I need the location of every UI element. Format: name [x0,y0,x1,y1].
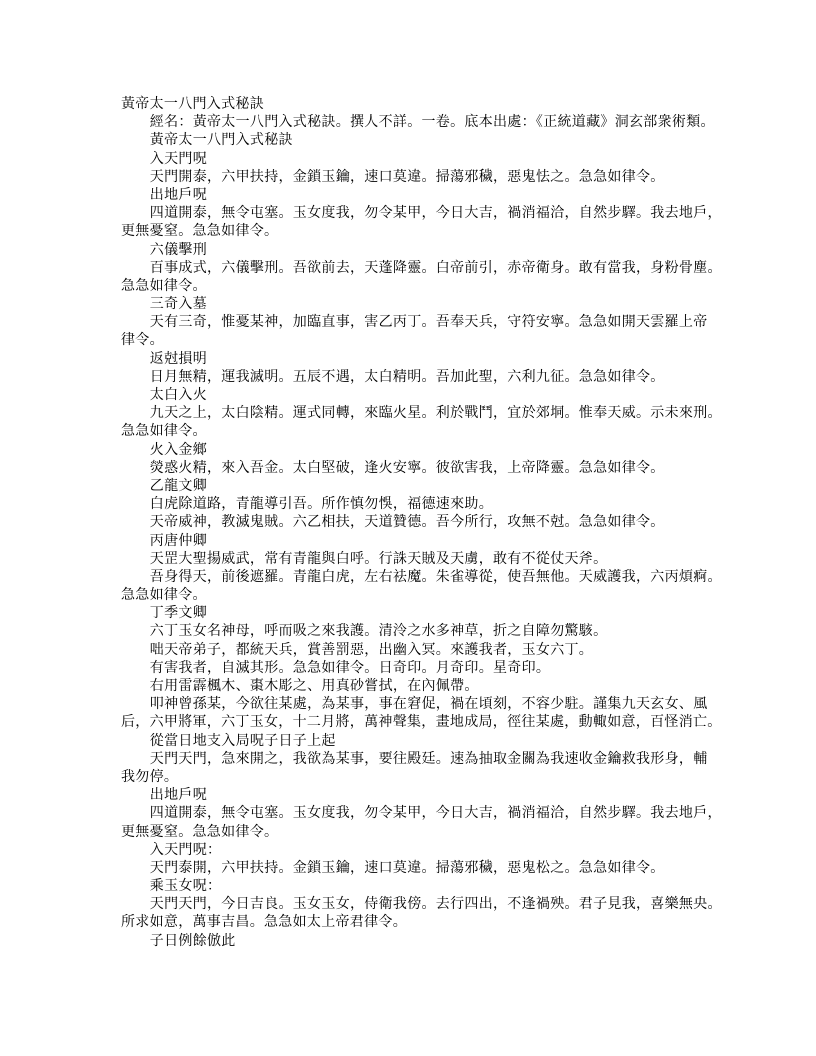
text-line: 天帝威神，教滅鬼賊。六乙相扶，天道贊德。吾今所行，攻無不尅。急急如律令。 [149,514,665,531]
text-line: 白虎除道路，青龍導引吾。所作慎勿悞，福德速來助。 [149,496,493,513]
text-line: 乘玉女呪： [149,878,222,895]
text-line: 四道開泰，無令屯塞。玉女度我，勿令某甲，今日大吉，禍消福洽，自然步驛。我去地戶， [149,205,722,222]
text-line: 日月無精，運我滅明。五辰不遇，太白精明。吾加此聖，六利九征。急急如律令。 [149,368,665,385]
text-line: 火入金鄉 [149,441,207,458]
text-line: 熒惑火精，來入吾金。太白堅破，逢火安寧。彼欲害我，上帝降靈。急急如律令。 [149,459,665,476]
text-line: 有害我者，自滅其形。急急如律令。日奇印。月奇印。星奇印。 [149,659,551,676]
text-line: 入天門呪： [149,841,222,858]
text-line: 九天之上，太白陰精。運式同轉，來臨火星。利於戰鬥，宜於郊垌。惟奉天威。示未來刑。 [149,405,722,422]
text-line: 急急如律令。 [121,423,207,440]
text-line: 乙龍文卿 [149,477,207,494]
text-line: 我勿停。 [121,768,179,785]
document-title: 黃帝太一八門入式秘訣 [121,96,264,112]
text-line: 出地戶呪 [149,186,207,203]
text-line: 更無憂窒。急急如律令。 [121,223,279,240]
text-line: 百事成式，六儀擊刑。吾欲前去，天蓬降靈。白帝前引，赤帝衛身。敢有當我，身粉骨塵。 [149,259,722,276]
text-line: 天門天門，今日吉良。玉女玉女，侍衛我傍。去行四出，不逢禍殃。君子見我，喜樂無央。 [149,896,722,913]
text-line: 丁季文卿 [149,605,207,622]
text-line: 三奇入墓 [149,296,207,313]
text-line: 右用雷霹楓木、棗木彫之、用真砂嘗拭，在內佩帶。 [149,678,479,694]
text-line: 咄天帝弟子，都統天兵，賞善罰惡，出幽入冥。來護我者，玉女六丁。 [149,641,594,658]
text-line: 入天門呪 [149,150,207,167]
text-line: 六丁玉女名神母，呼而吸之來我護。清泠之水多神草，折之自障勿驚駭。 [149,623,608,640]
text-line: 返尅損明 [149,350,207,367]
text-line: 六儀擊刑 [149,241,207,258]
document-page [121,95,722,950]
text-line: 經名：黃帝太一八門入式秘訣。撰人不詳。一卷。底本出處：《正統道藏》洞玄部衆術類。 [149,114,715,131]
text-line: 天門天門，急來開之，我欲為某事，要往殿廷。速為抽取金關為我速收金鑰救我形身，輔 [149,750,708,767]
text-line: 太白入火 [149,387,207,403]
text-line: 更無憂窒。急急如律令。 [121,823,279,840]
text-line: 黃帝太一八門入式秘訣 [149,132,293,149]
text-line: 四道開泰，無令屯塞。玉女度我，勿令某甲，今日大吉，禍消福洽，自然步驛。我去地戶， [149,805,722,822]
text-line: 后，六甲將軍，六丁玉女，十二月將，萬神聲集，畫地成局，徑往某處，動輙如意，百怪消亡。 [121,714,722,731]
text-line: 急急如律令。 [121,587,207,604]
text-line: 天罡大聖揚威武，常有青龍與白呼。行誅天賊及天虜，敢有不從仗天斧。 [149,550,608,567]
text-line: 從當日地支入局呪子日子上起 [149,732,336,749]
text-line: 叩神曾孫某，今欲往某處，為某事，事在窘促，禍在頃刻，不容少駐。謹集九天玄女、風 [149,696,708,713]
text-line: 律令。 [121,332,164,349]
text-line: 吾身得天，前後遮羅。青龍白虎，左右祛魔。朱雀導從，使吾無他。天威護我，六丙煩痾。 [149,568,722,585]
text-line: 天有三奇，惟憂某神，加臨直事，害乙丙丁。吾奉天兵，守符安寧。急急如開天雲羅上帝 [149,314,708,331]
text-line: 所求如意，萬事吉昌。急急如太上帝君律令。 [121,914,407,931]
text-line: 急急如律令。 [121,277,207,294]
text-line: 子日例餘倣此 [149,932,236,949]
text-line: 丙唐仲卿 [149,532,207,549]
text-line: 出地戶呪 [149,787,207,804]
text-line: 天門開泰，六甲扶持，金鎖玉鑰，速口莫違。掃蕩邪穢，惡鬼怯之。急急如律令。 [149,168,665,185]
text-line: 天門泰開，六甲扶持。金鎖玉鑰，速口莫違。掃蕩邪穢，惡鬼松之。急急如律令。 [149,859,665,876]
